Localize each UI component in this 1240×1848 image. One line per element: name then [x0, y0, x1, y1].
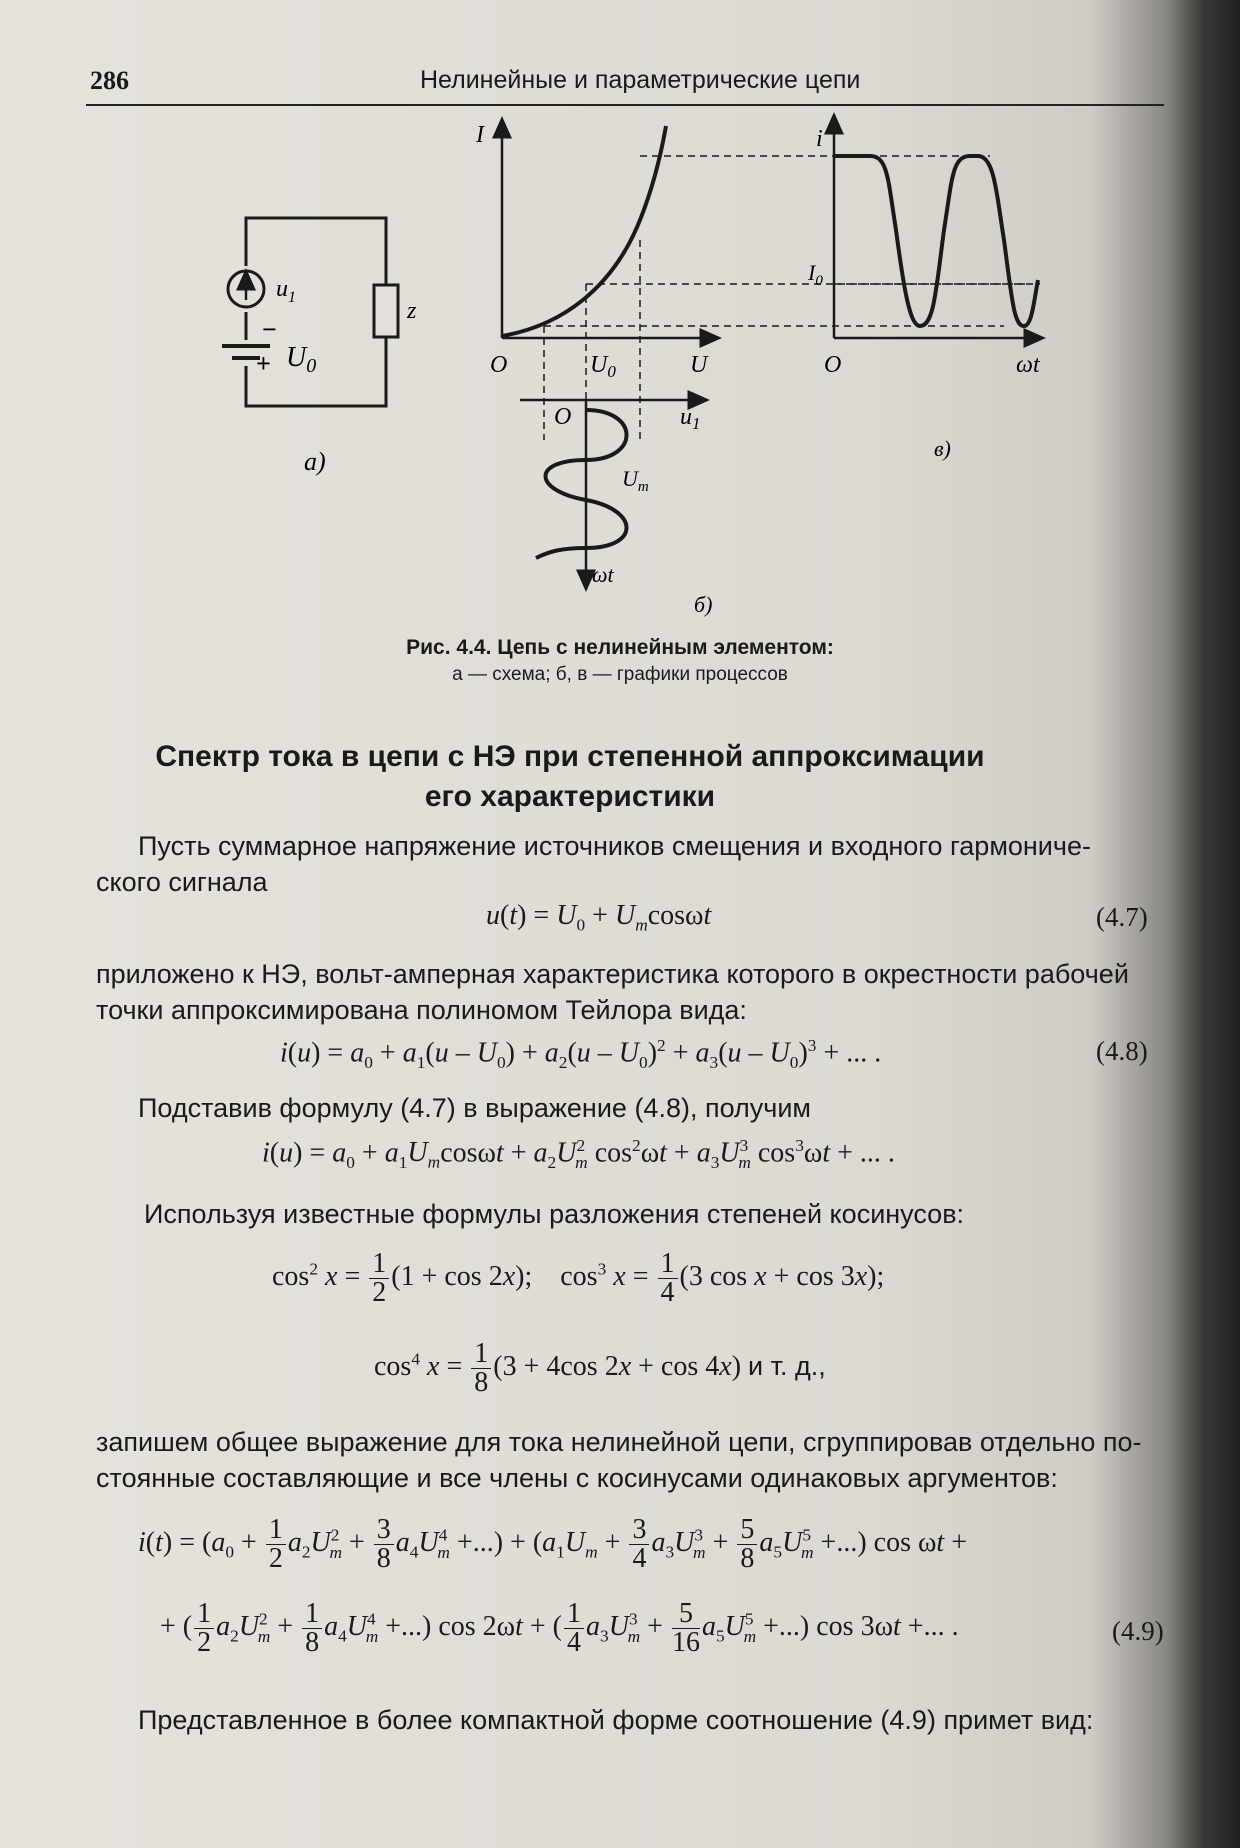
- equation-4-9-number: (4.9): [1112, 1616, 1164, 1646]
- equation-4-8: $i(u) = a_0 + a_1(u - U_0) + a_2(u - U_0)^2 + a_3(u - U_0)^3$ + ... .: [280, 1036, 882, 1072]
- axis-i-c-label: i: [816, 126, 823, 152]
- iv-curve: [502, 126, 666, 336]
- um-label: $U_m$: [622, 466, 649, 495]
- panel-c-label: в): [934, 436, 951, 461]
- equation-4-8-number: (4.8): [1096, 1036, 1148, 1066]
- paragraph-6: Представленное в более компактной форме соотношение (4.9) примет вид:: [138, 1705, 1094, 1735]
- equation-4-7-number: (4.7): [1096, 902, 1148, 932]
- equation-4-7: $u(t) = U_0 + U_m\cos\omega t$: [486, 900, 712, 935]
- panel-b-label: б): [694, 592, 713, 617]
- paragraph-4: Используя известные формулы разложения степеней косинусов:: [144, 1199, 965, 1229]
- page-number: 286: [90, 66, 129, 95]
- running-title: Нелинейные и параметрические цепи: [420, 66, 861, 94]
- current-waveform: [834, 122, 1040, 338]
- paragraph-5-line2: стоянные составляющие и все члены с косинусами одинаковых аргументов:: [96, 1463, 1058, 1493]
- origin-b: O: [490, 352, 508, 378]
- source-label: $u_1$: [276, 276, 296, 306]
- wt-label-c: ωt: [1016, 352, 1040, 378]
- origin-c: O: [824, 352, 842, 378]
- paragraph-1-line2: ского сигнала: [96, 867, 268, 897]
- load-resistor: [374, 285, 398, 337]
- battery-label: $U_0$: [286, 342, 317, 377]
- u1-label: $u_1$: [680, 404, 701, 433]
- wt-label-b: ωt: [592, 562, 614, 587]
- paragraph-1-line1: Пусть суммарное напряжение источников смещения и входного гармониче-: [138, 831, 1091, 861]
- section-title-line2: его характеристики: [424, 780, 716, 813]
- figure-caption-sub: а — схема; б, в — графики процессов: [452, 664, 788, 685]
- paragraph-3: Подставив формулу (4.7) в выражение (4.8), получим: [138, 1093, 811, 1123]
- origin-b2: O: [554, 404, 572, 430]
- circuit-schematic: [222, 218, 398, 406]
- equation-substituted: $i(u) = a_0 + a_1U_m\cos\omega t + a_2U^2_m$ $\cos^2\omega t + a_3U^3_m$ $\cos^3\omega t$ + ... .: [262, 1136, 895, 1172]
- plus-sign: +: [256, 349, 271, 378]
- axis-i-label: I: [476, 122, 484, 148]
- figure-4-4: [0, 0, 1240, 700]
- current-curve: [834, 156, 1038, 326]
- figure-caption-title: Рис. 4.4. Цепь с нелинейным элементом:: [406, 636, 834, 659]
- paragraph-2-line1: приложено к НЭ, вольт-амперная характеристика которого в окрестности рабочей: [96, 959, 1129, 989]
- equation-4-9-line1: $i(t) = (a_0$ + $\frac{1}{2}$ $a_2U^2_m$ + $\frac{3}{8}$ $a_4U^4_m$ +...) + ($a_1U_m$ + $\frac{3}{4}$ $a_3U^3_m$ + $\frac{5}{8}$ $a_5U^5_m$ +...) cos ωt +: [138, 1514, 967, 1574]
- paragraph-5-line1: запишем общее выражение для тока нелинейной цепи, сгруппировав отдельно по-: [96, 1427, 1142, 1457]
- input-voltage-curve: [536, 410, 627, 558]
- panel-a-label: а): [304, 447, 326, 476]
- load-label: z: [407, 298, 417, 324]
- equation-4-9-line2: + ( $\frac{1}{2}$ $a_2U^2_m$ + $\frac{1}{8}$ $a_4U^4_m$ +...) cos 2ωt + ( $\frac{1}{4}$ $a_3U^3_m$ + $\frac{5}{16}$ $a_5U^5_m$ +...) cos 3ωt +... .: [160, 1598, 959, 1658]
- i0-label: $I_0$: [808, 260, 823, 289]
- equation-cos-powers-1: $\cos^2 x$ = $\frac{1}{2}$ (1 + cos 2x); $\cos^3 x$ = $\frac{1}{4}$ (3 cos x + cos 3x);: [272, 1248, 885, 1308]
- equation-cos-powers-2: $\cos^4 x$ = $\frac{1}{8}$ (3 + 4cos 2x + cos 4x) и т. д.,: [374, 1338, 826, 1398]
- minus-sign: −: [262, 315, 277, 344]
- u0-label: $U_0$: [590, 352, 616, 381]
- axis-u-label: U: [690, 352, 708, 378]
- section-title-line1: Спектр тока в цепи с НЭ при степенной аппроксимации: [155, 740, 985, 773]
- paragraph-2-line2: точки аппроксимирована полиномом Тейлора вида:: [96, 995, 747, 1025]
